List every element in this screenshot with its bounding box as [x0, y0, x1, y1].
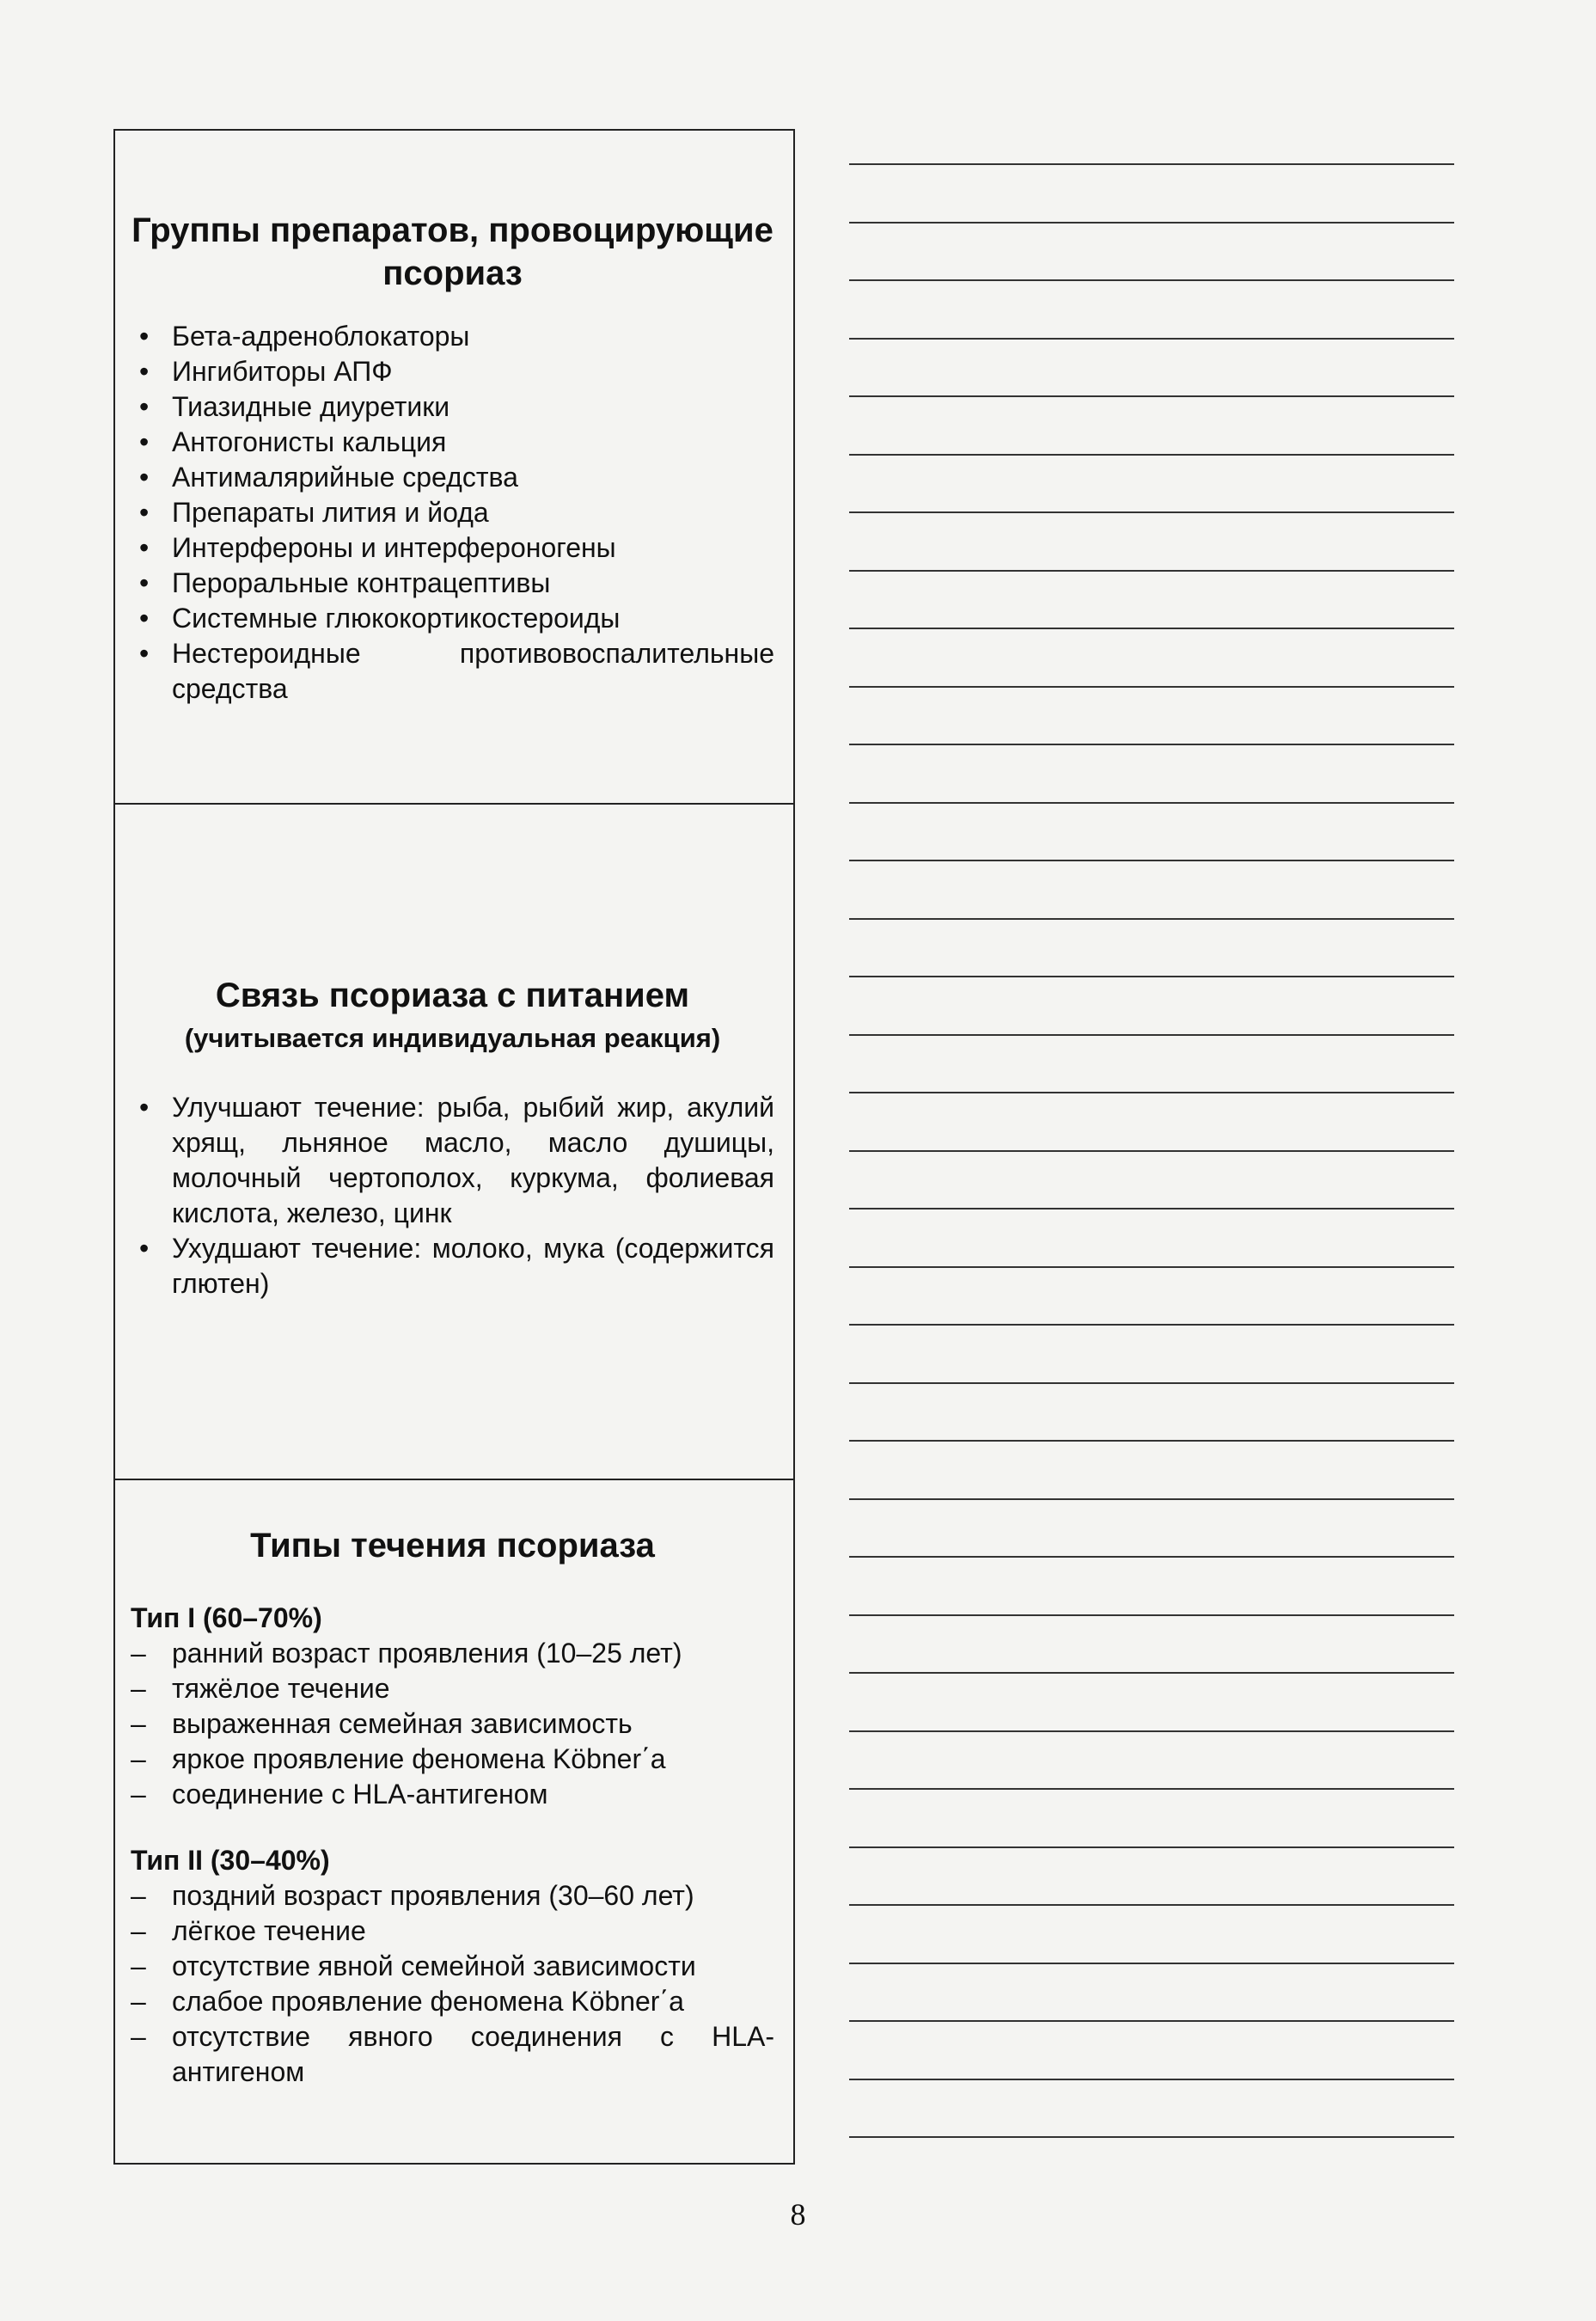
note-line: [849, 1846, 1454, 1848]
list-item: • Препараты лития и йода: [131, 495, 774, 530]
note-line: [849, 2079, 1454, 2080]
list-item: – лёгкое течение: [131, 1914, 774, 1949]
list-item: – поздний возраст проявления (30–60 лет): [131, 1878, 774, 1914]
list-item: • Пероральные контрацептивы: [131, 566, 774, 601]
list-item: – отсутствие явного соединения с HLA-антигеном: [131, 2019, 774, 2090]
nutrition-subtitle: (учитывается индивидуальная реакция): [184, 1022, 721, 1053]
note-line: [849, 976, 1454, 977]
note-line: [849, 1963, 1454, 1964]
note-line: [849, 1150, 1454, 1152]
course-types-title: Типы течения псориаза: [250, 1527, 655, 1565]
note-line: [849, 163, 1454, 165]
type-1-heading: Тип I (60–70%): [131, 1601, 322, 1633]
list-item: – тяжёлое течение: [131, 1671, 774, 1706]
list-item: – ранний возраст проявления (10–25 лет): [131, 1636, 774, 1671]
note-line: [849, 2020, 1454, 2022]
note-line: [849, 1382, 1454, 1384]
course-types-section: [115, 1525, 793, 2090]
nutrition-title: Связь псориаза с питанием: [215, 977, 690, 1014]
type-1-list: [131, 1636, 774, 1812]
list-item: • Интерфероны и интерфероногены: [131, 530, 774, 566]
note-line: [849, 2136, 1454, 2138]
note-line: [849, 1324, 1454, 1326]
note-line: [849, 1208, 1454, 1209]
drugs-list: [131, 319, 774, 707]
list-item: • Системные глюкокортикостероиды: [131, 601, 774, 636]
note-line: [849, 1556, 1454, 1558]
note-line: [849, 511, 1454, 513]
note-lines: [849, 163, 1454, 2154]
list-item: • Бета-адреноблокаторы: [131, 319, 774, 354]
note-line: [849, 1092, 1454, 1093]
type-2-list: [131, 1878, 774, 2090]
note-line: [849, 1904, 1454, 1906]
list-item: • Ингибиторы АПФ: [131, 354, 774, 389]
note-line: [849, 570, 1454, 572]
note-line: [849, 1266, 1454, 1268]
note-line: [849, 1788, 1454, 1790]
list-item: – яркое проявление феномена Köbner΄a: [131, 1742, 774, 1777]
type-2-heading: Тип II (30–40%): [131, 1844, 330, 1876]
note-line: [849, 279, 1454, 281]
note-line: [849, 802, 1454, 804]
note-line: [849, 1440, 1454, 1442]
section-divider: [115, 1479, 793, 1480]
note-line: [849, 686, 1454, 688]
nutrition-section: [115, 975, 793, 1301]
note-line: [849, 860, 1454, 861]
list-item: • Тиазидные диуретики: [131, 389, 774, 425]
list-item: • Антималярийные средства: [131, 460, 774, 495]
note-line: [849, 744, 1454, 745]
drugs-section: [115, 210, 793, 707]
list-item: – отсутствие явной семейной зависимости: [131, 1949, 774, 1984]
list-item: • Улучшают течение: рыба, рыбий жир, акулий хрящ, льняное масло, масло душицы, молочный чертополох, куркума, фолиевая кислота, железо, цинк: [131, 1090, 774, 1231]
note-line: [849, 918, 1454, 920]
list-item: – слабое проявление феномена Köbner΄a: [131, 1984, 774, 2019]
page-number: 8: [790, 2197, 806, 2232]
list-item: – выраженная семейная зависимость: [131, 1706, 774, 1742]
note-line: [849, 222, 1454, 224]
list-item: • Нестероидные противовоспалительные средства: [131, 636, 774, 707]
note-line: [849, 395, 1454, 397]
note-line: [849, 1672, 1454, 1674]
list-item: • Ухудшают течение: молоко, мука (содержится глютен): [131, 1231, 774, 1301]
note-line: [849, 628, 1454, 629]
content-boxes: [113, 129, 795, 2165]
nutrition-list: [131, 1090, 774, 1301]
note-line: [849, 454, 1454, 456]
note-line: [849, 1034, 1454, 1036]
note-line: [849, 1498, 1454, 1500]
drugs-title: Группы препаратов, провоцирующие псориаз: [131, 211, 774, 292]
section-divider: [115, 803, 793, 805]
note-line: [849, 338, 1454, 340]
note-line: [849, 1614, 1454, 1616]
list-item: • Антогонисты кальция: [131, 425, 774, 460]
list-item: – соединение с HLA-антигеном: [131, 1777, 774, 1812]
note-line: [849, 1730, 1454, 1732]
